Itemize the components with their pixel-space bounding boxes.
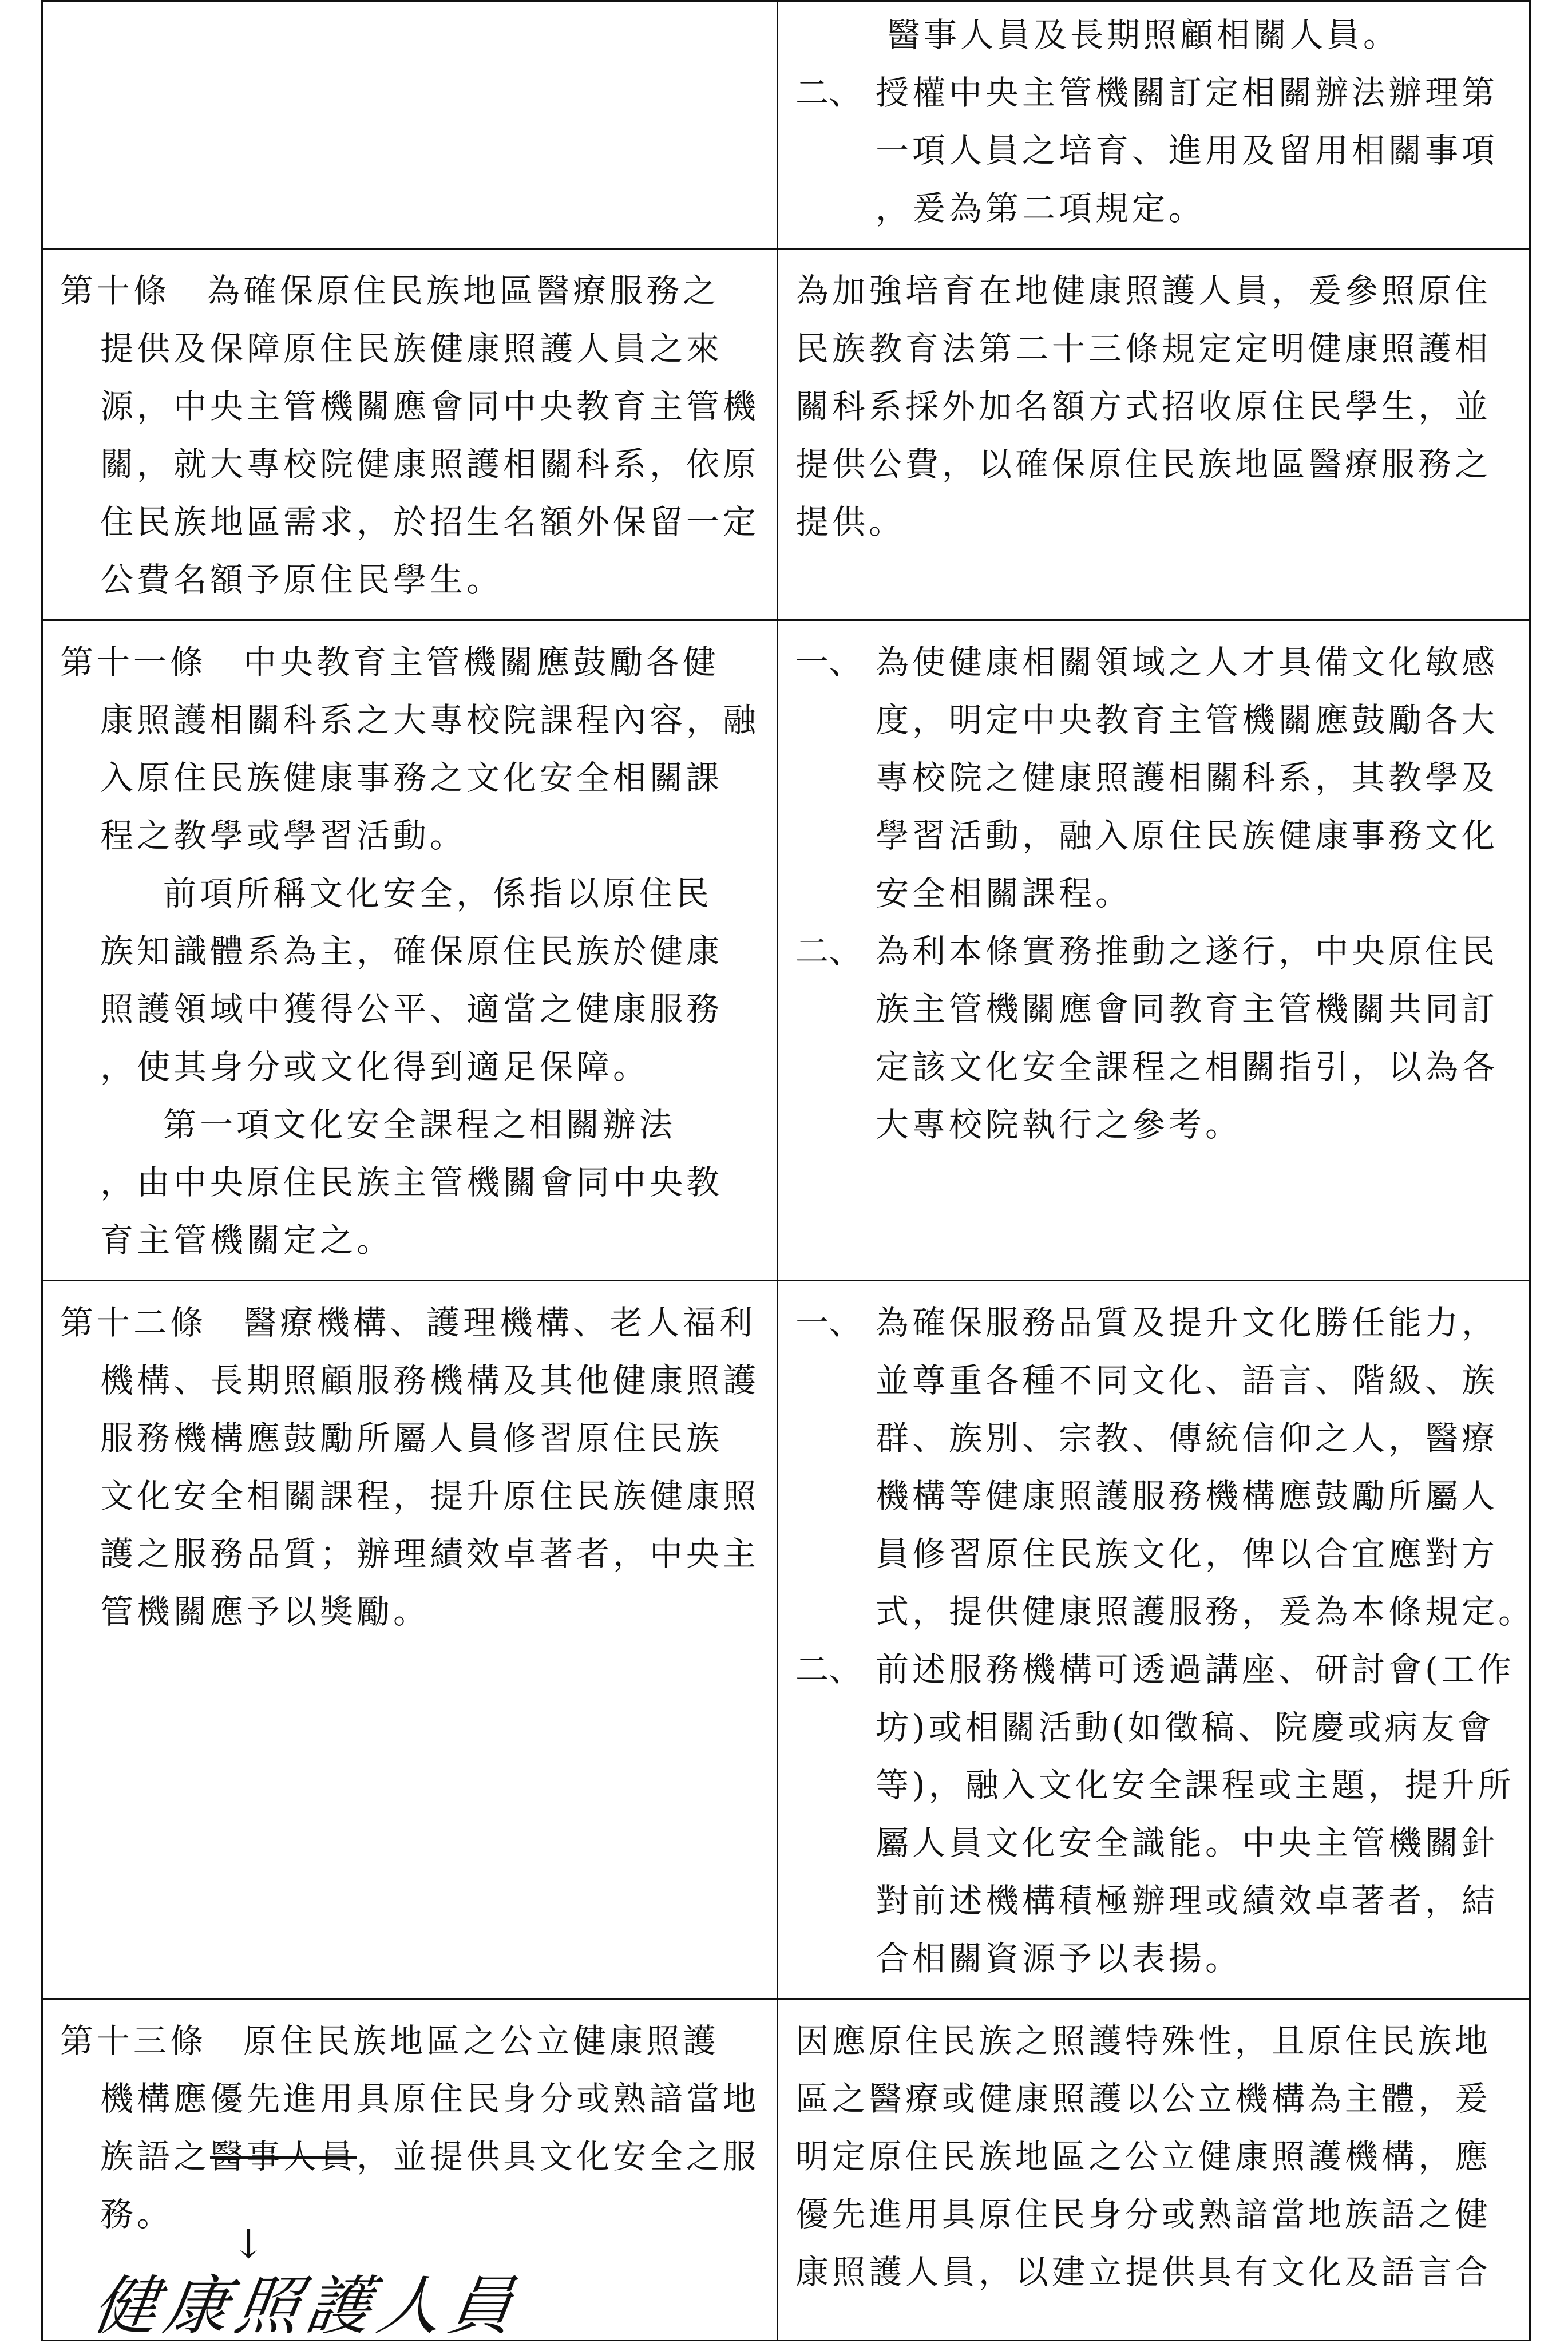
text-line: 提供及保障原住民族健康照護人員之來 bbox=[100, 329, 723, 368]
text-line: 授權中央主管機關訂定相關辦法辦理第 bbox=[876, 73, 1499, 112]
text-line: 坊)或相關活動(如徵稿、院慶或病友會 bbox=[876, 1708, 1495, 1747]
text-line: 為加強培育在地健康照護人員，爰參照原住 bbox=[795, 271, 1492, 310]
text-line: 專校院之健康照護相關科系，其教學及 bbox=[876, 758, 1499, 797]
text-segment: ，並提供具文化安全之服 bbox=[357, 2137, 760, 2176]
text-line: 度，明定中央教育主管機關應鼓勵各大 bbox=[876, 700, 1499, 739]
provision-cell bbox=[42, 620, 778, 1281]
text-line: 為確保服務品質及提升文化勝任能力， bbox=[876, 1303, 1499, 1342]
text-line: 服務機構應鼓勵所屬人員修習原住民族 bbox=[100, 1419, 723, 1458]
text-line: 為使健康相關領域之人才具備文化敏感 bbox=[876, 643, 1499, 682]
text-line: 源，中央主管機關應會同中央教育主管機 bbox=[100, 387, 760, 426]
item-number: 一、 bbox=[795, 1303, 862, 1342]
text-line: 機構、長期照顧服務機構及其他健康照護 bbox=[100, 1361, 760, 1400]
text-line: 文化安全相關課程，提升原住民族健康照 bbox=[100, 1477, 760, 1515]
text-line: 育主管機關定之。 bbox=[100, 1221, 394, 1260]
explanation-cell bbox=[778, 1999, 1530, 2341]
text-line bbox=[60, 2128, 762, 2186]
text-line: 住民族地區需求，於招生名額外保留一定 bbox=[100, 502, 760, 541]
text-line: 民族教育法第二十三條規定定明健康照護相 bbox=[795, 329, 1492, 368]
text-segment: 族語之 bbox=[100, 2137, 211, 2176]
text-line: 大專校院執行之參考。 bbox=[876, 1105, 1242, 1144]
text-line: 康照護人員，以建立提供具有文化及語言合 bbox=[795, 2253, 1492, 2291]
text-line: 程之教學或學習活動。 bbox=[100, 816, 467, 855]
text-line: 照護領域中獲得公平、適當之健康服務 bbox=[100, 990, 723, 1028]
list-item bbox=[795, 64, 1514, 238]
handwritten-text: 健康照護人員 bbox=[88, 2269, 525, 2344]
table-row bbox=[42, 1281, 1530, 1999]
text-line: 提供公費，以確保原住民族地區醫療服務之 bbox=[795, 445, 1492, 484]
list-item bbox=[795, 923, 1514, 1154]
text-line: 康照護相關科系之大專校院課程內容，融 bbox=[100, 700, 760, 739]
text-line: 提供。 bbox=[795, 502, 906, 541]
provision-cell bbox=[42, 1999, 778, 2344]
text-line: 定該文化安全課程之相關指引，以為各 bbox=[876, 1047, 1499, 1086]
explanation-cell bbox=[778, 620, 1530, 1281]
article-heading: 第十一條 中央教育主管機關應鼓勵各健 bbox=[60, 643, 720, 682]
text-line: 並尊重各種不同文化、語言、階級、族 bbox=[876, 1361, 1499, 1400]
text-line: 合相關資源予以表揚。 bbox=[876, 1939, 1242, 1978]
text-line: 區之醫療或健康照護以公立機構為主體，爰 bbox=[795, 2079, 1492, 2118]
text-line: 安全相關課程。 bbox=[876, 874, 1133, 913]
article-heading: 第十二條 醫療機構、護理機構、老人福利 bbox=[60, 1303, 757, 1342]
text-line: 明定原住民族地區之公立健康照護機構，應 bbox=[795, 2137, 1492, 2176]
text-line: 機構等健康照護服務機構應鼓勵所屬人 bbox=[876, 1477, 1499, 1515]
explanation-cell bbox=[778, 1, 1530, 249]
text-line: 前項所稱文化安全，係指以原住民 bbox=[163, 874, 713, 913]
text-line: 族知識體系為主，確保原住民族於健康 bbox=[100, 932, 723, 971]
text-line: 前述服務機構可透過講座、研討會(工作 bbox=[876, 1650, 1515, 1689]
table-row bbox=[42, 1, 1530, 249]
provision-cell bbox=[42, 1, 778, 249]
text-line: 對前述機構積極辦理或績效卓著者，結 bbox=[876, 1881, 1499, 1920]
comparison-table bbox=[41, 0, 1535, 2344]
document-page bbox=[41, 0, 1535, 2344]
text-line: 族主管機關應會同教育主管機關共同訂 bbox=[876, 990, 1499, 1028]
text-line: 群、族別、宗教、傳統信仰之人，醫療 bbox=[876, 1419, 1499, 1458]
article-heading: 第十三條 原住民族地區之公立健康照護 bbox=[60, 2021, 720, 2060]
text-line: 醫事人員及長期照顧相關人員。 bbox=[887, 15, 1400, 54]
table-row bbox=[42, 1999, 1530, 2341]
article-heading: 第十條 為確保原住民族地區醫療服務之 bbox=[60, 271, 720, 310]
text-line: 公費名額予原住民學生。 bbox=[100, 560, 504, 599]
text-line: 關科系採外加名額方式招收原住民學生，並 bbox=[795, 387, 1492, 426]
list-item bbox=[795, 634, 1514, 923]
list-item bbox=[795, 1641, 1514, 1988]
item-number: 一、 bbox=[795, 643, 862, 682]
text-line: 學習活動，融入原住民族健康事務文化 bbox=[876, 816, 1499, 855]
text-line: 等)，融入文化安全課程或主題，提升所 bbox=[876, 1766, 1515, 1804]
item-number: 二、 bbox=[795, 73, 862, 112]
text-line: 優先進用具原住民身分或熟諳當地族語之健 bbox=[795, 2195, 1492, 2234]
text-line: 第一項文化安全課程之相關辦法 bbox=[163, 1105, 676, 1144]
text-line: 式，提供健康照護服務，爰為本條規定。 bbox=[876, 1592, 1535, 1631]
insertion-mark: ↓ bbox=[232, 2221, 266, 2267]
provision-cell bbox=[42, 1281, 778, 1999]
text-line: 機構應優先進用具原住民身分或熟諳當地 bbox=[100, 2079, 760, 2118]
item-number: 二、 bbox=[795, 932, 862, 971]
table-row bbox=[42, 620, 1530, 1281]
list-item bbox=[795, 1294, 1535, 1641]
text-line: ，使其身分或文化得到適足保障。 bbox=[100, 1047, 650, 1086]
text-line: 為利本條實務推動之遂行，中央原住民 bbox=[876, 932, 1499, 971]
text-line: 一項人員之培育、進用及留用相關事項 bbox=[876, 131, 1499, 170]
text-line: 因應原住民族之照護特殊性，且原住民族地 bbox=[795, 2021, 1492, 2060]
handwritten-annotation bbox=[60, 2221, 762, 2344]
text-line: 關，就大專校院健康照護相關科系，依原 bbox=[100, 445, 760, 484]
text-line: 務。 bbox=[100, 2195, 174, 2234]
text-line: 屬人員文化安全識能。中央主管機關針 bbox=[876, 1823, 1499, 1862]
text-line: 員修習原住民族文化，俾以合宜應對方 bbox=[876, 1534, 1499, 1573]
text-line: 入原住民族健康事務之文化安全相關課 bbox=[100, 758, 723, 797]
text-line: ，由中央原住民族主管機關會同中央教 bbox=[100, 1163, 723, 1202]
text-line: ，爰為第二項規定。 bbox=[876, 189, 1206, 228]
provision-cell bbox=[42, 249, 778, 620]
item-number: 二、 bbox=[795, 1650, 862, 1689]
explanation-cell bbox=[778, 1281, 1535, 1999]
text-line: 管機關應予以獎勵。 bbox=[100, 1592, 430, 1631]
table-row bbox=[42, 249, 1530, 620]
text-line: 護之服務品質；辦理績效卓著者，中央主 bbox=[100, 1534, 760, 1573]
explanation-cell bbox=[778, 249, 1530, 620]
deleted-text: 醫事人員 bbox=[210, 2137, 357, 2176]
